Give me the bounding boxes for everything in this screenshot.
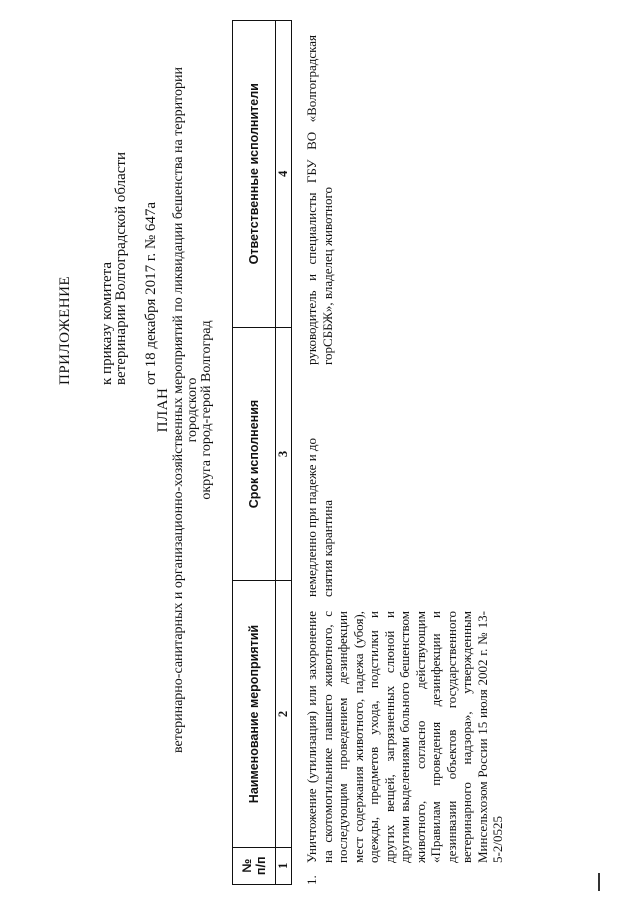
row-executors: руководитель и специалисты ГБУ ВО «Волгоградская горСББЖ», владелец животного (304, 35, 335, 365)
column-number-2: 2 (276, 581, 292, 847)
column-number-3: 3 (276, 327, 292, 581)
page-edge-mark (598, 873, 600, 891)
header-term: Срок исполнения (233, 327, 276, 581)
plan-title-block (156, 65, 214, 755)
appendix-line-2: ветеринарии Волгоградской области (113, 152, 129, 385)
header-executors: Ответственные исполнители (233, 21, 276, 328)
table-column-number-row (276, 21, 292, 885)
plan-subtitle-line-1: ветеринарно-санитарных и организационно-хозяйственных мероприятий по ликвидации бешенства на территории городского (171, 67, 200, 753)
appendix-date: от 18 декабря 2017 г. № 647а (143, 201, 159, 385)
header-activity: Наименование мероприятий (233, 581, 276, 847)
column-number-1: 1 (276, 847, 292, 884)
column-number-4: 4 (276, 21, 292, 328)
header-number: № п/п (233, 847, 276, 884)
appendix-block (58, 25, 158, 385)
row-index: 1. (304, 875, 319, 885)
plan-subtitle-line-2: округа город-герой Волгоград (199, 320, 214, 500)
appendix-heading: ПРИЛОЖЕНИЕ (57, 275, 73, 385)
row-term: немедленно при падеже и до снятия карантина (304, 437, 335, 597)
appendix-line-1: к приказу комитета (99, 261, 115, 385)
plan-table (232, 20, 292, 885)
plan-heading: ПЛАН (155, 387, 171, 433)
table-header-row (233, 21, 276, 885)
row-activity: Уничтожение (утилизация) или захоронение на скотомогильнике павшего животного, с последующим проведением дезинфекции мест содержания животного, падежа (убоя), одежды, предметов ухода, подстилки и других вещей, загрязненных слюной и другими выделениями больного бешенством животного, согласно действующим «Правилам проведения дезинфекции и дезинвазии объектов государственного ветеринарного надзора», утвержденным Минсельхозом России 15 июля 2002 г. № 13-5-2/0525 (304, 611, 505, 863)
